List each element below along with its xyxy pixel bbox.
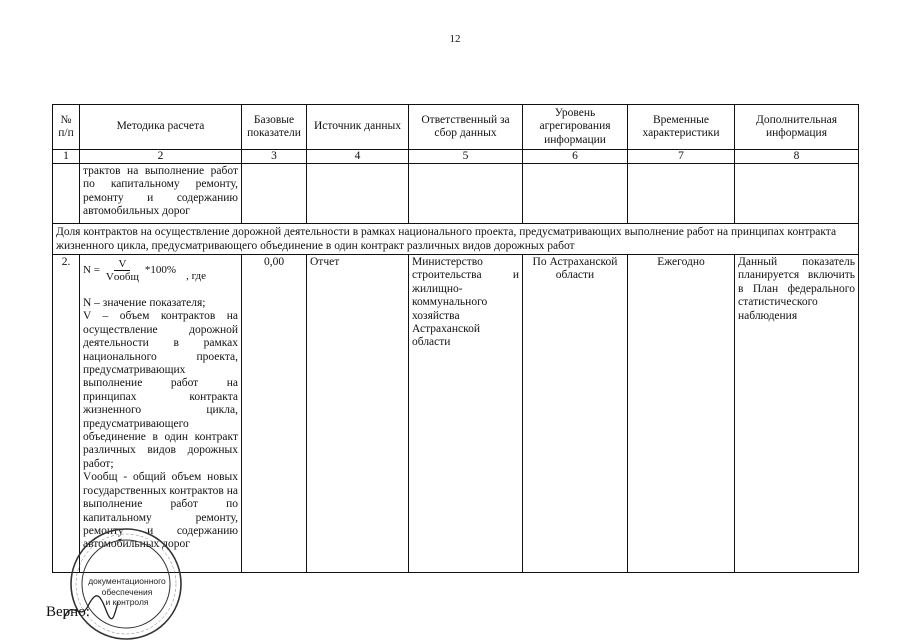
verno-label: Верно: (46, 604, 90, 620)
formula-fraction (102, 258, 143, 283)
formula (83, 258, 238, 283)
base-value: 0,00 (242, 255, 307, 573)
section-title: Доля контрактов на осуществление дорожной деятельности в рамках национального проекта, предусматривающих выполнение работ на принципах контракта жизненного цикла, предусматривающего объединение в один контракт различных видов дорожных работ (53, 224, 859, 255)
header-cell-aggregation: Уровень агрегирования информации (523, 105, 628, 150)
header-cell-methodology: Методика расчета (80, 105, 242, 150)
header-cell-responsible: Ответственный за сбор данных (409, 105, 523, 150)
empty-cell (409, 164, 523, 224)
responsible-party: Министерство строительства и жилищно-коммунального хозяйства Астраханской области (409, 255, 523, 573)
formula-suffix: , где (186, 269, 207, 282)
row-number: 2. (53, 255, 80, 573)
stamp-line: обеспечения (101, 586, 153, 597)
data-source: Отчет (307, 255, 409, 573)
aggregation-level: По Астраханской области (523, 255, 628, 573)
header-cell-base: Базовые показатели (242, 105, 307, 150)
formula-numerator: V (114, 258, 130, 271)
header-cell-source: Источник данных (307, 105, 409, 150)
empty-cell (735, 164, 859, 224)
empty-cell (628, 164, 735, 224)
indicator-table (52, 104, 859, 573)
column-number: 8 (735, 150, 859, 164)
header-cell-timing: Временные характеристики (628, 105, 735, 150)
empty-cell (53, 164, 80, 224)
signature-icon (60, 588, 120, 628)
definition-vtotal: Vообщ - общий объем новых государственных контрактов на выполнение работ по капитальному ремонту, ремонту и содержанию автомобильных дорог (83, 471, 238, 551)
empty-cell (523, 164, 628, 224)
column-number: 2 (80, 150, 242, 164)
empty-cell (307, 164, 409, 224)
definition-n: N – значение показателя; (83, 297, 206, 309)
formula-denominator: Vообщ (105, 271, 139, 283)
stamp-line: и контроля (105, 597, 149, 607)
section-title-row (53, 224, 859, 255)
definition-v: V – объем контрактов на осуществление дорожной деятельности в рамках национального проекта, предусматривающих выполнение работ на принципах контракта жизненного цикла, предусматривающего объединение в один контракт различных видов дорожных работ; (83, 310, 238, 470)
stamp-line: документационного (88, 576, 166, 586)
column-number: 6 (523, 150, 628, 164)
column-number: 3 (242, 150, 307, 164)
methodology-cell (80, 255, 242, 573)
page-number: 12 (449, 33, 461, 45)
empty-cell (242, 164, 307, 224)
table-header-row (53, 105, 859, 150)
continuation-methodology: трактов на выполнение работ по капитальному ремонту, ремонту и содержанию автомобильных дорог (80, 164, 242, 224)
column-number: 7 (628, 150, 735, 164)
additional-info: Данный показатель планируется включить в План федерального статистического наблюдения (735, 255, 859, 573)
table-row (53, 255, 859, 573)
column-number: 1 (53, 150, 80, 164)
column-number: 5 (409, 150, 523, 164)
continuation-row (53, 164, 859, 224)
column-number-row (53, 150, 859, 164)
column-number: 4 (307, 150, 409, 164)
header-cell-additional: Дополнительная информация (735, 105, 859, 150)
time-characteristics: Ежегодно (628, 255, 735, 573)
header-cell-number: № п/п (53, 105, 80, 150)
formula-multiplier: *100% (144, 263, 177, 276)
formula-lhs: N = (83, 263, 100, 276)
